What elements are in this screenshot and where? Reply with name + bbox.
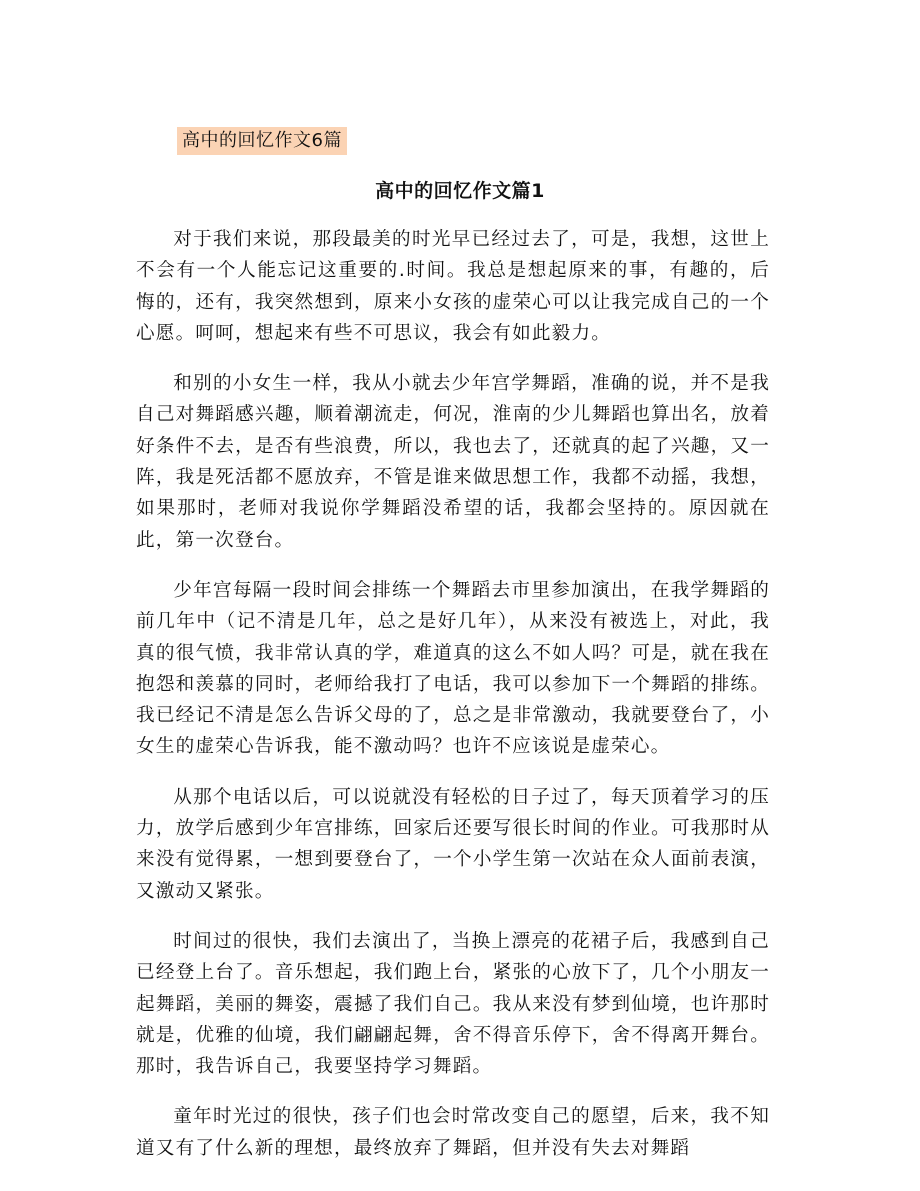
document-title: 高中的回忆作文6篇	[177, 127, 347, 155]
paragraph-3: 少年宫每隔一段时间会排练一个舞蹈去市里参加演出，在我学舞蹈的前几年中（记不清是几年，总之是好几年），从来没有被选上，对此，我真的很气愤，我非常认真的学，难道真的这么不如人吗？可是，就在我在抱怨和羡慕的同时，老师给我打了电话，我可以参加下一个舞蹈的排练。我已经记不清是怎么告诉父母的了，总之是非常激动，我就要登台了，小女生的虚荣心告诉我，能不激动吗？也许不应该说是虚荣心。	[136, 579, 770, 758]
article-body	[136, 224, 770, 1183]
paragraph-4: 从那个电话以后，可以说就没有轻松的日子过了，每天顶着学习的压力，放学后感到少年宫排练，回家后还要写很长时间的作业。可我那时从来没有觉得累，一想到要登台了，一个小学生第一次站在众人面前表演，又激动又紧张。	[136, 786, 770, 902]
paragraph-5: 时间过的很快，我们去演出了，当换上漂亮的花裙子后，我感到自己已经登上台了。音乐想起，我们跑上台，紧张的心放下了，几个小朋友一起舞蹈，美丽的舞姿，震撼了我们自己。我从来没有梦到仙境，也许那时就是，优雅的仙境，我们翩翩起舞，舍不得音乐停下，舍不得离开舞台。那时，我告诉自己，我要坚持学习舞蹈。	[136, 930, 770, 1078]
paragraph-1: 对于我们来说，那段最美的时光早已经过去了，可是，我想，这世上不会有一个人能忘记这重要的.时间。我总是想起原来的事，有趣的，后悔的，还有，我突然想到，原来小女孩的虚荣心可以让我完成自己的一个心愿。呵呵，想起来有些不可思议，我会有如此毅力。	[136, 229, 770, 344]
paragraph-6: 童年时光过的很快，孩子们也会时常改变自己的愿望，后来，我不知道又有了什么新的理想，最终放弃了舞蹈，但并没有失去对舞蹈	[136, 1106, 770, 1159]
section-heading: 高中的回忆作文篇1	[375, 180, 545, 202]
paragraph-2: 和别的小女生一样，我从小就去少年宫学舞蹈，准确的说，并不是我自己对舞蹈感兴趣，顺着潮流走，何况，淮南的少儿舞蹈也算出名，放着好条件不去，是否有些浪费，所以，我也去了，还就真的起了兴趣，又一阵，我是死活都不愿放弃，不管是谁来做思想工作，我都不动摇，我想，如果那时，老师对我说你学舞蹈没希望的话，我都会坚持的。原因就在此，第一次登台。	[136, 373, 770, 551]
